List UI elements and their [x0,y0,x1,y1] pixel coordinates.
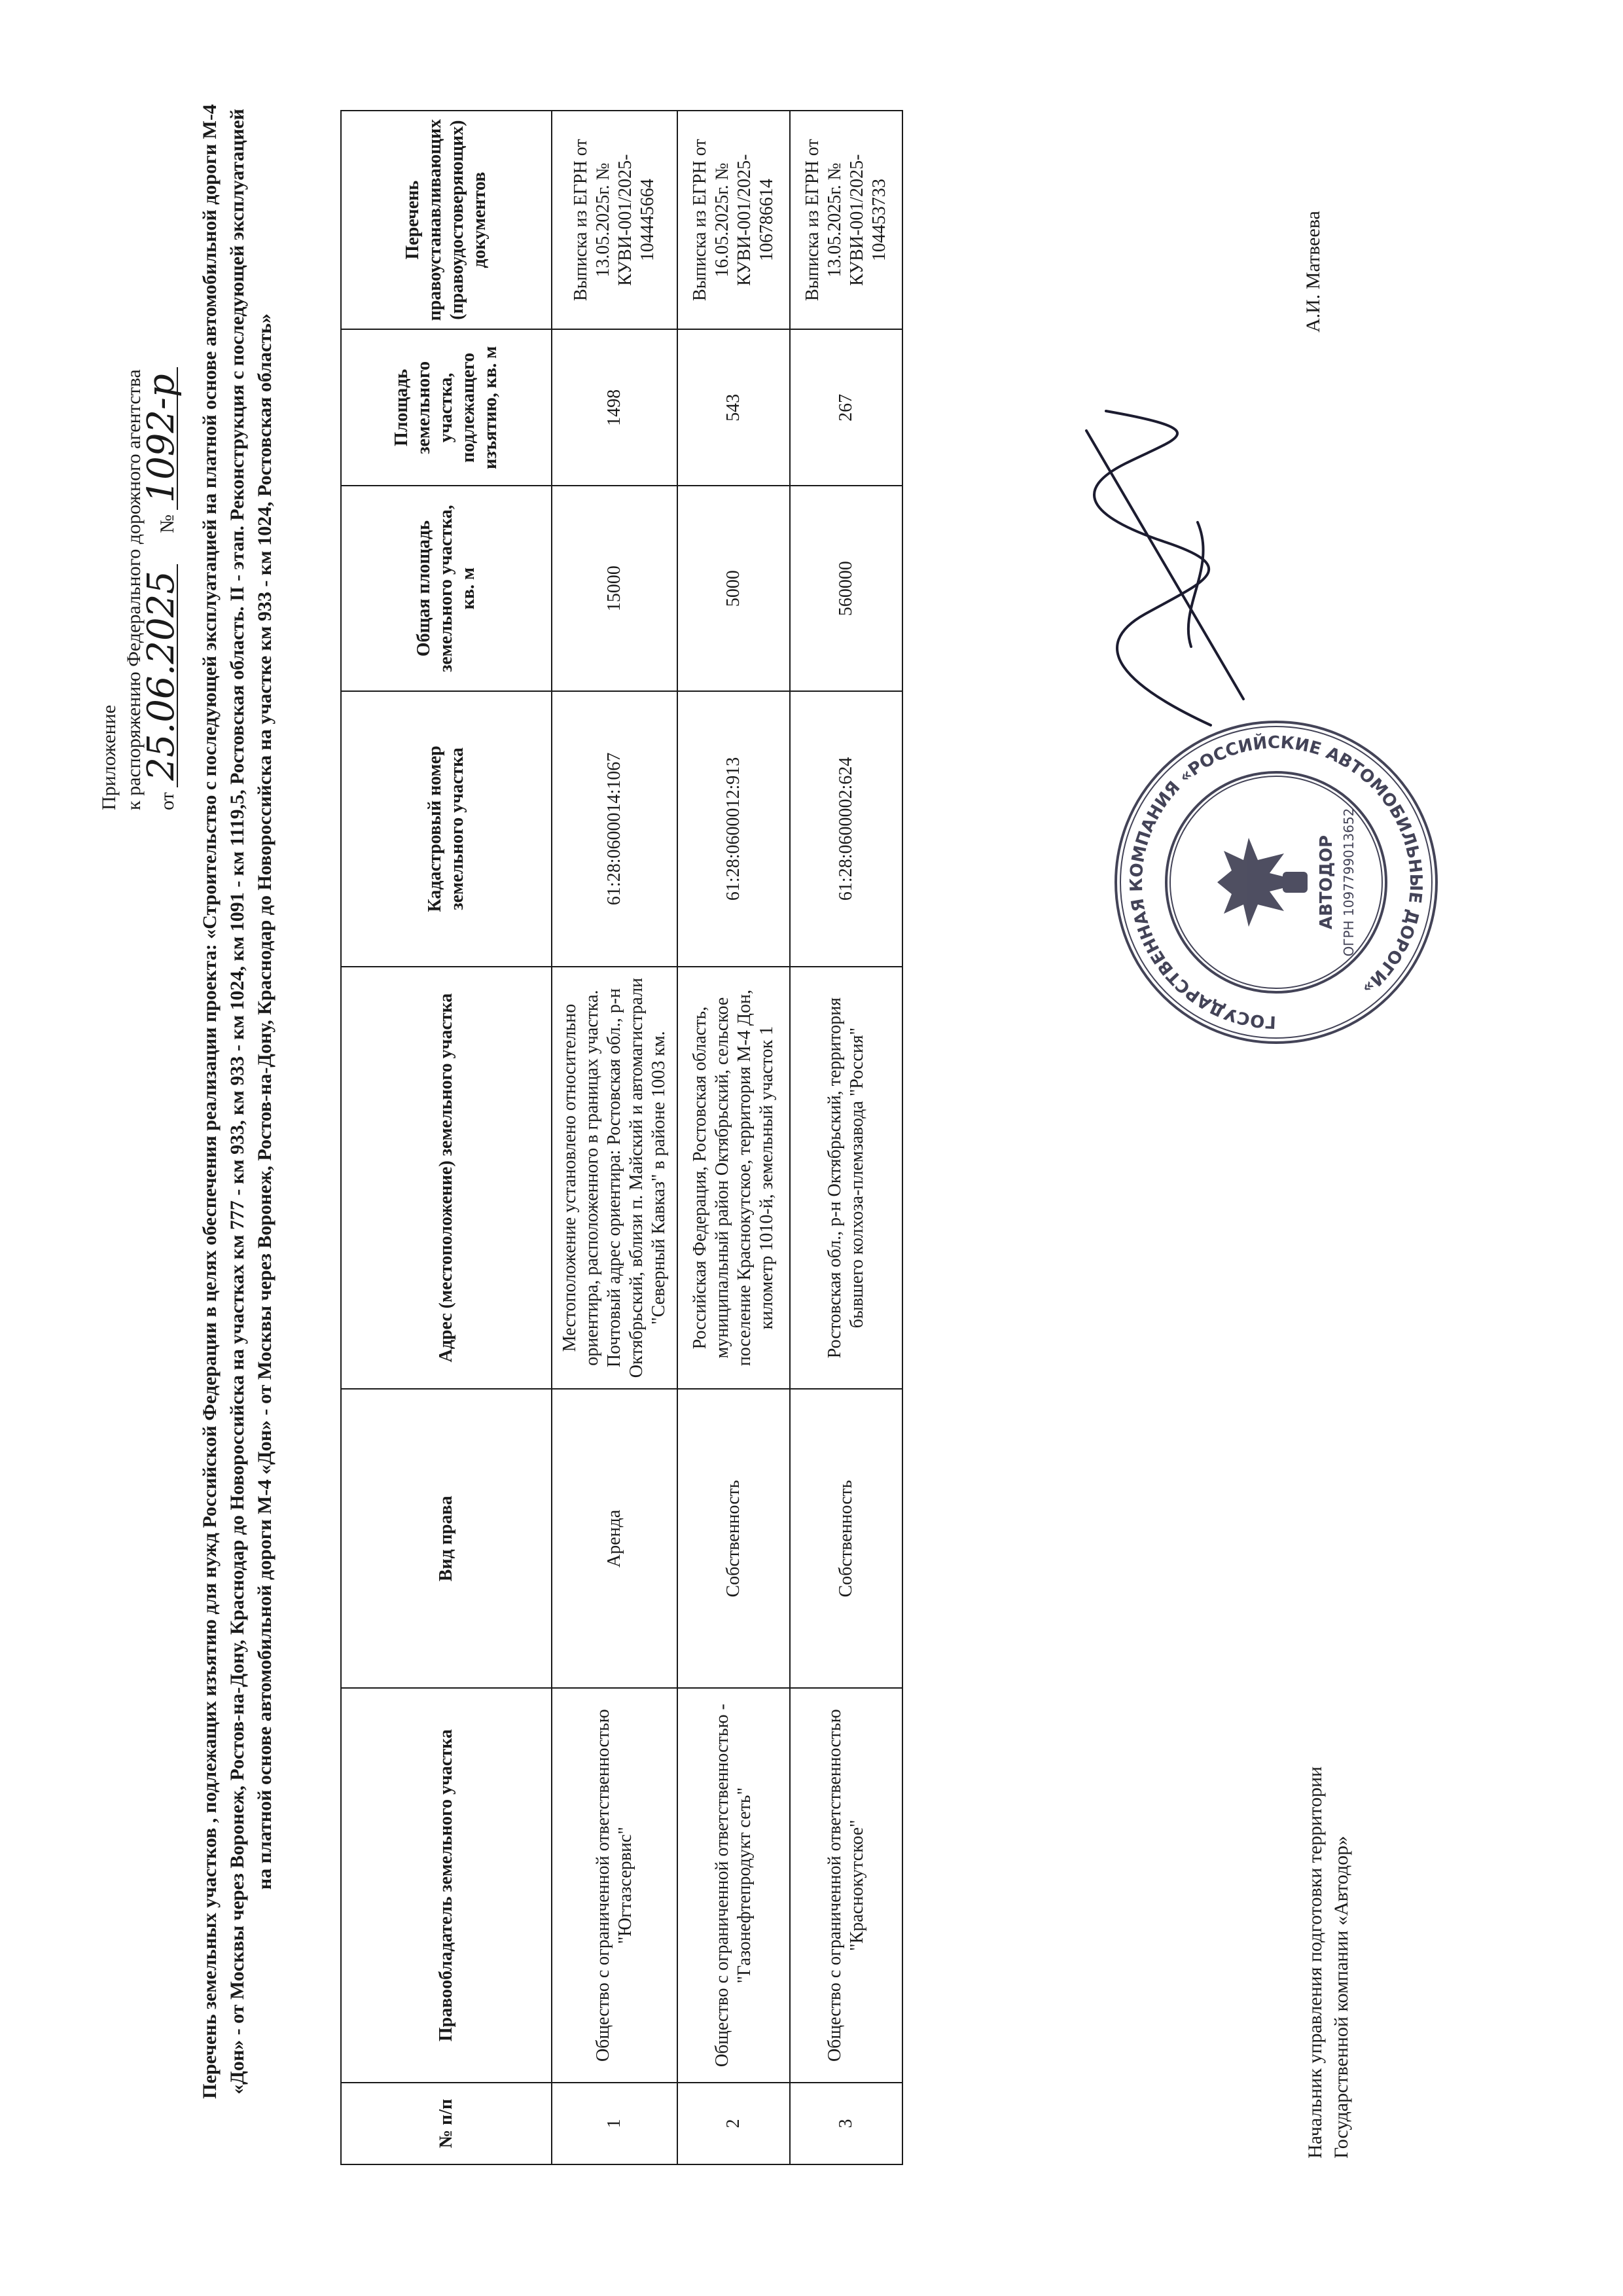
annex-title: Приложение [98,704,120,810]
cell-right-type: Собственность [677,1389,790,1688]
seal-ogrn-text: ОГРН 1097799013652 [1341,808,1357,957]
annex-order-reference: к распоряжению Федерального дорожного агентства [123,369,145,810]
handwritten-number: 1092-р [147,367,178,509]
handwritten-signature [1047,398,1257,738]
seal-center-text: АВТОДОР [1317,834,1336,930]
number-label: № [156,514,178,533]
cell-cadastral: 61:28:0600012:913 [677,691,790,967]
cell-documents: Выписка из ЕГРН от 13.05.2025г. № КУВИ-001/2025-104445664 [552,111,677,329]
position-line-2: Государственной компании «Автодор» [1330,1835,1352,2159]
header-total-area: Общая площадь земельного участка, кв. м [341,486,552,691]
signatory-position [1302,1767,1355,2159]
document-title: Перечень земельных участков , подлежащих изъятию для нужд Российской Федерации в целях обеспечения реализации проекта: «Строительство с последующей эксплуатацией на платной основе автомобильной дороги М-4 «Дон» - от Москвы через Воронеж, Ростов-на-Дону, Краснодар до Новороссийска на участках км 777 - км 933, км 933 - км 1024, км 1091 - км 1119,5, Ростовская область. II - этап. Реконструкция с последующей эксплуатацией на платной основе автомобильной дороги М-4 «Дон» - от Москвы через Воронеж, Ростов-на-Дону, Краснодар до Новороссийска на участке км 933 - км 1024, Ростовская область» [199,104,276,2099]
handwritten-date: 25.06.2025 [147,564,178,787]
cell-documents: Выписка из ЕГРН от 16.05.2025г. № КУВИ-001/2025-106786614 [677,111,790,329]
annex-header [97,90,183,810]
cell-address: Ростовская обл., р-н Октябрьский, территория бывшего колхоза-племзавода "Россия" [790,967,902,1389]
cell-owner: Общество с ограниченной ответственностью "Югтазсервис" [552,1688,677,2083]
header-cadastral: Кадастровый номер земельного участка [341,691,552,967]
signatory-name: А.И. Матвеева [1302,211,1324,332]
cell-cadastral: 61:28:0600014:1067 [552,691,677,967]
date-prefix: от [156,792,178,810]
header-documents: Перечень правоустанавливающих (правоудостоверяющих) документов [341,111,552,329]
cell-total-area: 15000 [552,486,677,691]
header-address: Адрес (местоположение) земельного участка [341,967,552,1389]
cell-no: 2 [677,2083,790,2164]
header-no: № п/п [341,2083,552,2164]
header-seized-area: Площадь земельного участка, подлежащего изъятию, кв. м [341,329,552,486]
cell-owner: Общество с ограниченной ответственностью - "Газонефтепродукт сеть" [677,1688,790,2083]
cell-address: Российская Федерация, Ростовская область, муниципальный район Октябрьский, сельское поселение Краснокутское, территория М-4 Дон, километр 1010-й, земельный участок 1 [677,967,790,1389]
cell-address: Местоположение установлено относительно ориентира, расположенного в границах участка. Почтовый адрес ориентира: Ростовская обл., р-н Октябрьский, вблизи п. Майский и автомагистрали "Северный Кавказ" в районе 1003 км. [552,967,677,1389]
header-right-type: Вид права [341,1389,552,1688]
cell-total-area: 5000 [677,486,790,691]
cell-cadastral: 61:28:0600002:624 [790,691,902,967]
cell-no: 1 [552,2083,677,2164]
table-row [677,111,790,2164]
cell-documents: Выписка из ЕГРН от 13.05.2025г. № КУВИ-001/2025-104453733 [790,111,902,329]
cell-owner: Общество с ограниченной ответственностью "Краснокутское" [790,1688,902,2083]
cell-right-type: Аренда [552,1389,677,1688]
cell-seized-area: 267 [790,329,902,486]
cell-total-area: 560000 [790,486,902,691]
cell-right-type: Собственность [790,1389,902,1688]
table-header-row [341,111,552,2164]
table-row [552,111,677,2164]
table-row [790,111,902,2164]
seal-ring-text: ГОСУДАРСТВЕННАЯ КОМПАНИЯ «РОССИЙСКИЕ АВТОМОБИЛЬНЫЕ ДОРОГИ» [1126,732,1426,1032]
position-line-1: Начальник управления подготовки территории [1304,1766,1326,2159]
cell-seized-area: 1498 [552,329,677,486]
header-owner: Правообладатель земельного участка [341,1688,552,2083]
land-parcels-table [340,110,903,2165]
eagle-emblem-icon [1217,838,1308,927]
cell-no: 3 [790,2083,902,2164]
annex-date-number-line [140,90,183,810]
cell-seized-area: 543 [677,329,790,486]
company-seal [1106,712,1446,1052]
